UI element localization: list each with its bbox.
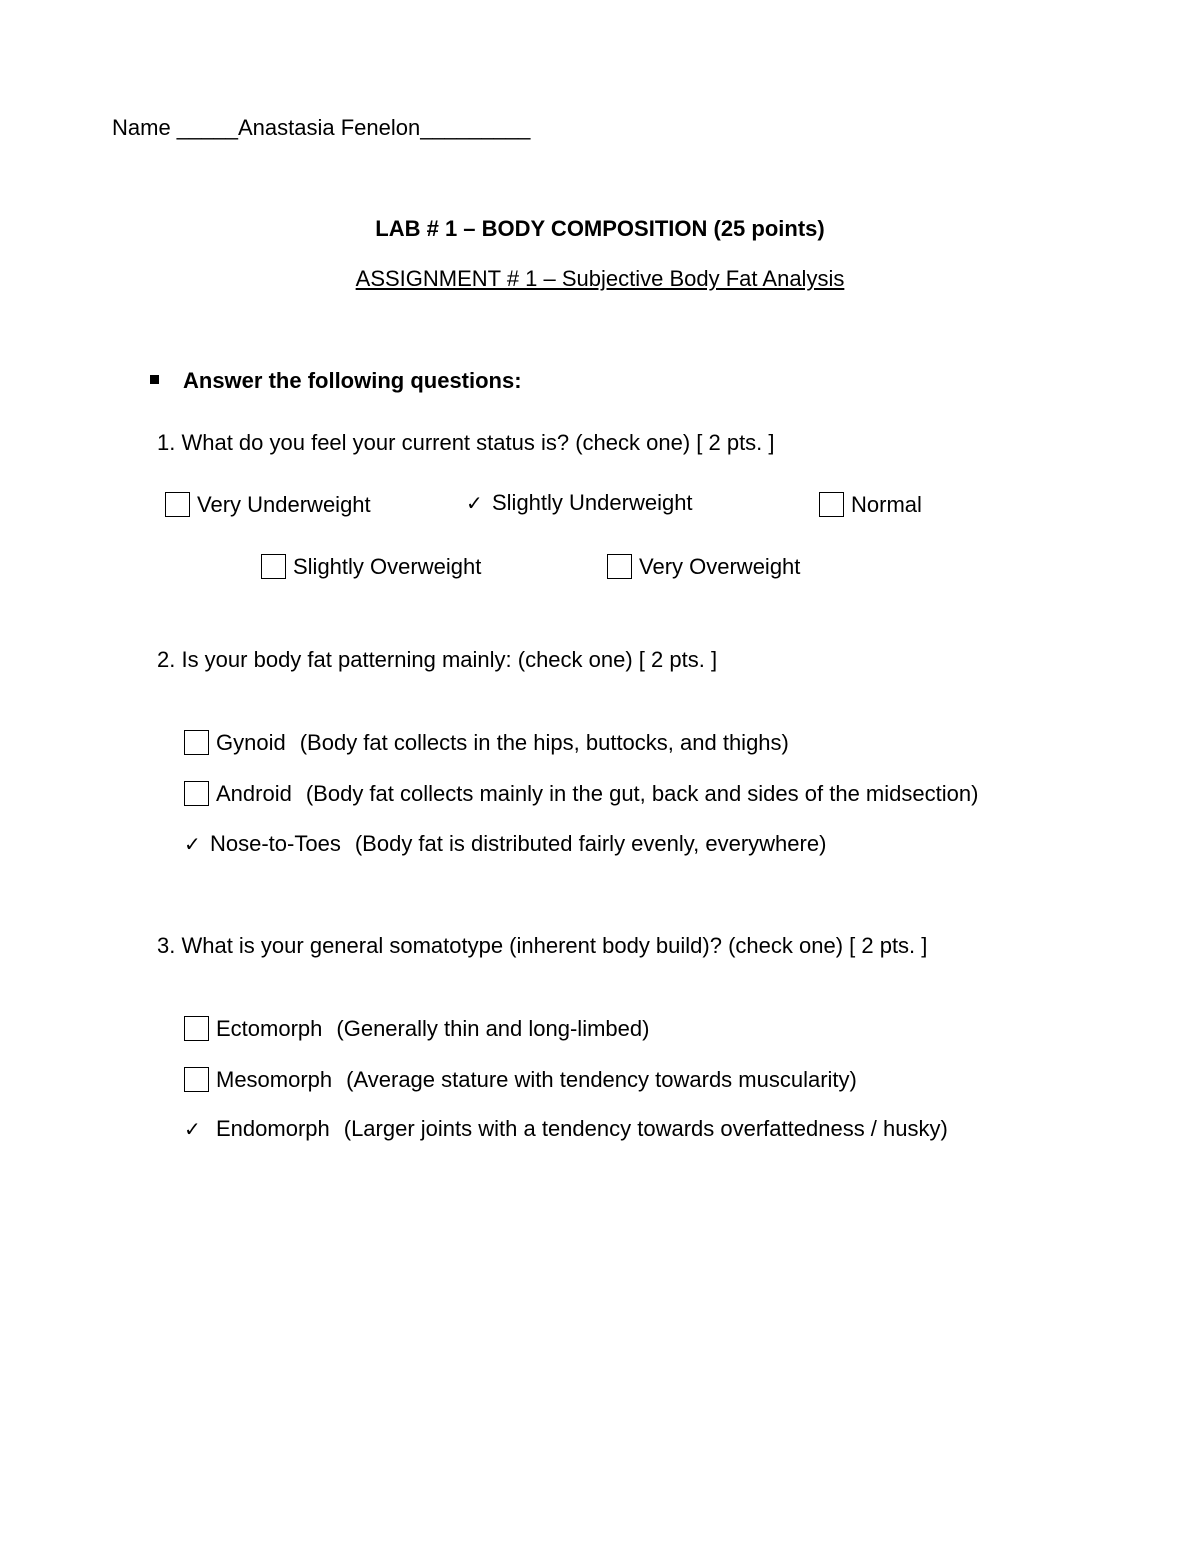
q1-option-normal[interactable] <box>819 492 922 517</box>
page-title: LAB # 1 – BODY COMPOSITION (25 points) <box>375 216 825 241</box>
checkbox-unchecked-icon[interactable] <box>184 730 209 755</box>
q3-option-ectomorph[interactable] <box>184 1016 649 1041</box>
option-label: Very Overweight <box>639 553 801 579</box>
q1-option-very-underweight[interactable] <box>165 492 371 517</box>
question-3: 3. What is your general somatotype (inherent body build)? (check one) [ 2 pts. ] <box>157 933 928 958</box>
option-description: (Body fat is distributed fairly evenly, everywhere) <box>354 831 827 856</box>
option-label: Endomorph <box>216 1116 330 1141</box>
checkbox-unchecked-icon[interactable] <box>261 554 286 579</box>
option-label: Slightly Overweight <box>293 553 482 579</box>
option-label: Ectomorph <box>216 1015 323 1041</box>
option-label: Slightly Underweight <box>492 490 693 515</box>
checkbox-unchecked-icon[interactable] <box>184 781 209 806</box>
q2-option-nose-to-toes[interactable] <box>184 833 826 855</box>
option-description: (Larger joints with a tendency towards overfattedness / husky) <box>343 1116 948 1141</box>
assignment-subtitle: ASSIGNMENT # 1 – Subjective Body Fat Analysis <box>355 266 845 291</box>
option-description: (Body fat collects in the hips, buttocks, and thighs) <box>299 729 789 755</box>
q1-option-slightly-underweight[interactable] <box>466 492 693 514</box>
option-label: Very Underweight <box>197 491 371 517</box>
instructions-heading: Answer the following questions: <box>183 368 522 393</box>
option-label: Gynoid <box>216 729 286 755</box>
q2-option-android[interactable] <box>184 781 978 806</box>
checkbox-unchecked-icon[interactable] <box>184 1067 209 1092</box>
checkmark-icon[interactable]: ✓ <box>184 832 201 856</box>
option-label: Normal <box>851 491 922 517</box>
checkmark-icon[interactable]: ✓ <box>184 1117 201 1141</box>
checkbox-unchecked-icon[interactable] <box>165 492 190 517</box>
bullet-icon <box>150 375 159 384</box>
checkbox-unchecked-icon[interactable] <box>184 1016 209 1041</box>
option-label: Android <box>216 780 292 806</box>
option-description: (Average stature with tendency towards muscularity) <box>346 1066 857 1092</box>
q3-option-mesomorph[interactable] <box>184 1067 857 1092</box>
checkbox-unchecked-icon[interactable] <box>819 492 844 517</box>
q1-option-slightly-overweight[interactable] <box>261 554 481 579</box>
name-line: Name _____Anastasia Fenelon_________ <box>112 115 531 140</box>
question-1: 1. What do you feel your current status is? (check one) [ 2 pts. ] <box>157 430 775 455</box>
option-description: (Body fat collects mainly in the gut, back and sides of the midsection) <box>305 780 979 806</box>
checkmark-icon[interactable]: ✓ <box>466 491 483 515</box>
q2-option-gynoid[interactable] <box>184 730 789 755</box>
question-2: 2. Is your body fat patterning mainly: (check one) [ 2 pts. ] <box>157 647 718 672</box>
option-label: Nose-to-Toes <box>210 831 341 856</box>
option-description: (Generally thin and long-limbed) <box>336 1015 650 1041</box>
q1-option-very-overweight[interactable] <box>607 554 800 579</box>
checkbox-unchecked-icon[interactable] <box>607 554 632 579</box>
option-label: Mesomorph <box>216 1066 333 1092</box>
q3-option-endomorph[interactable] <box>184 1118 948 1140</box>
